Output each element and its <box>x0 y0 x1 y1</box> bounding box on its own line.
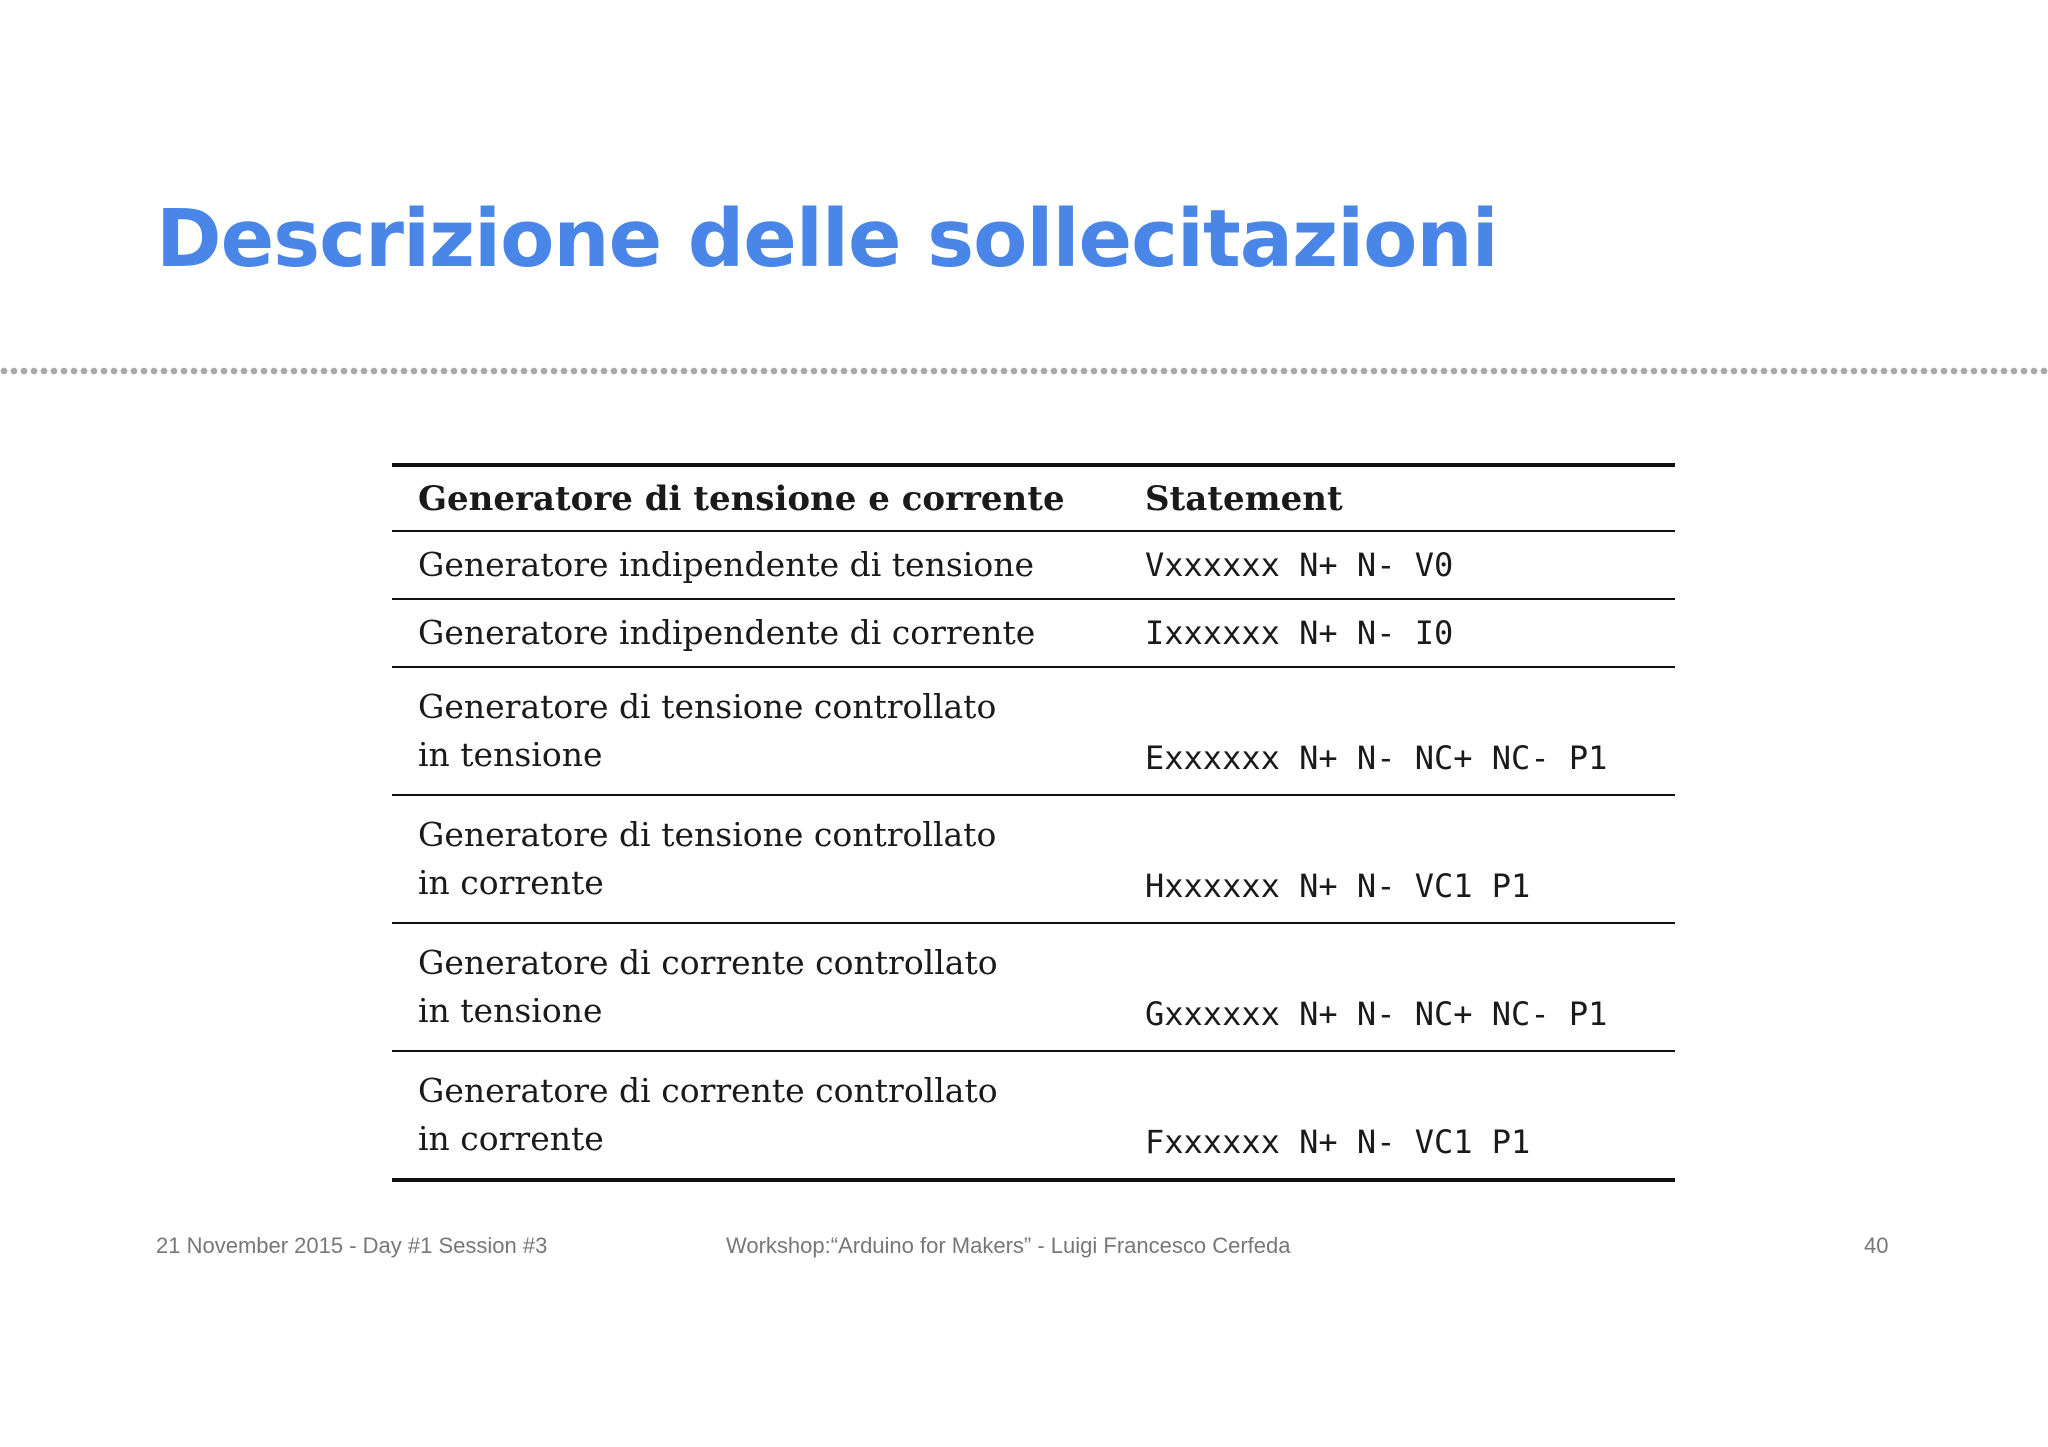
table-row <box>392 1051 1675 1180</box>
description-line: in corrente <box>418 1119 604 1158</box>
row-description <box>392 599 1145 667</box>
statement-code: Ixxxxxx N+ N- I0 <box>1145 614 1454 652</box>
description-line: in tensione <box>418 735 603 774</box>
description-line: Generatore indipendente di corrente <box>418 613 1036 652</box>
row-description <box>392 923 1145 1051</box>
table-row <box>392 795 1675 923</box>
description-line: Generatore di corrente controllato <box>418 943 998 982</box>
table-row <box>392 923 1675 1051</box>
statement-code: Exxxxxx N+ N- NC+ NC- P1 <box>1145 739 1608 777</box>
table-row <box>392 531 1675 599</box>
statement-code: Hxxxxxx N+ N- VC1 P1 <box>1145 867 1531 905</box>
statement-code: Vxxxxxx N+ N- V0 <box>1145 546 1454 584</box>
row-statement <box>1145 795 1675 923</box>
description-line: Generatore indipendente di tensione <box>418 545 1034 584</box>
row-statement <box>1145 599 1675 667</box>
generator-table <box>392 463 1675 1182</box>
row-description <box>392 667 1145 795</box>
statement-code: Gxxxxxx N+ N- NC+ NC- P1 <box>1145 995 1608 1033</box>
statement-code: Fxxxxxx N+ N- VC1 P1 <box>1145 1123 1531 1161</box>
dotted-divider <box>0 367 2048 375</box>
row-statement <box>1145 1051 1675 1180</box>
footer-workshop: Workshop:“Arduino for Makers” - Luigi Francesco Cerfeda <box>726 1233 1291 1258</box>
footer-date-session: 21 November 2015 - Day #1 Session #3 <box>156 1233 548 1258</box>
row-description <box>392 531 1145 599</box>
row-statement <box>1145 531 1675 599</box>
table-row <box>392 599 1675 667</box>
row-description <box>392 1051 1145 1180</box>
description-line: in tensione <box>418 991 603 1030</box>
description-line: in corrente <box>418 863 604 902</box>
description-line: Generatore di corrente controllato <box>418 1071 998 1110</box>
row-statement <box>1145 667 1675 795</box>
row-description <box>392 795 1145 923</box>
description-line: Generatore di tensione controllato <box>418 815 997 854</box>
header-generator: Generatore di tensione e corrente <box>392 465 1145 531</box>
description-line: Generatore di tensione controllato <box>418 687 997 726</box>
slide-title: Descrizione delle sollecitazioni <box>156 193 1498 285</box>
header-statement: Statement <box>1145 465 1675 531</box>
footer-page-number: 40 <box>1864 1233 1889 1258</box>
table-header-row <box>392 465 1675 531</box>
row-statement <box>1145 923 1675 1051</box>
table-row <box>392 667 1675 795</box>
